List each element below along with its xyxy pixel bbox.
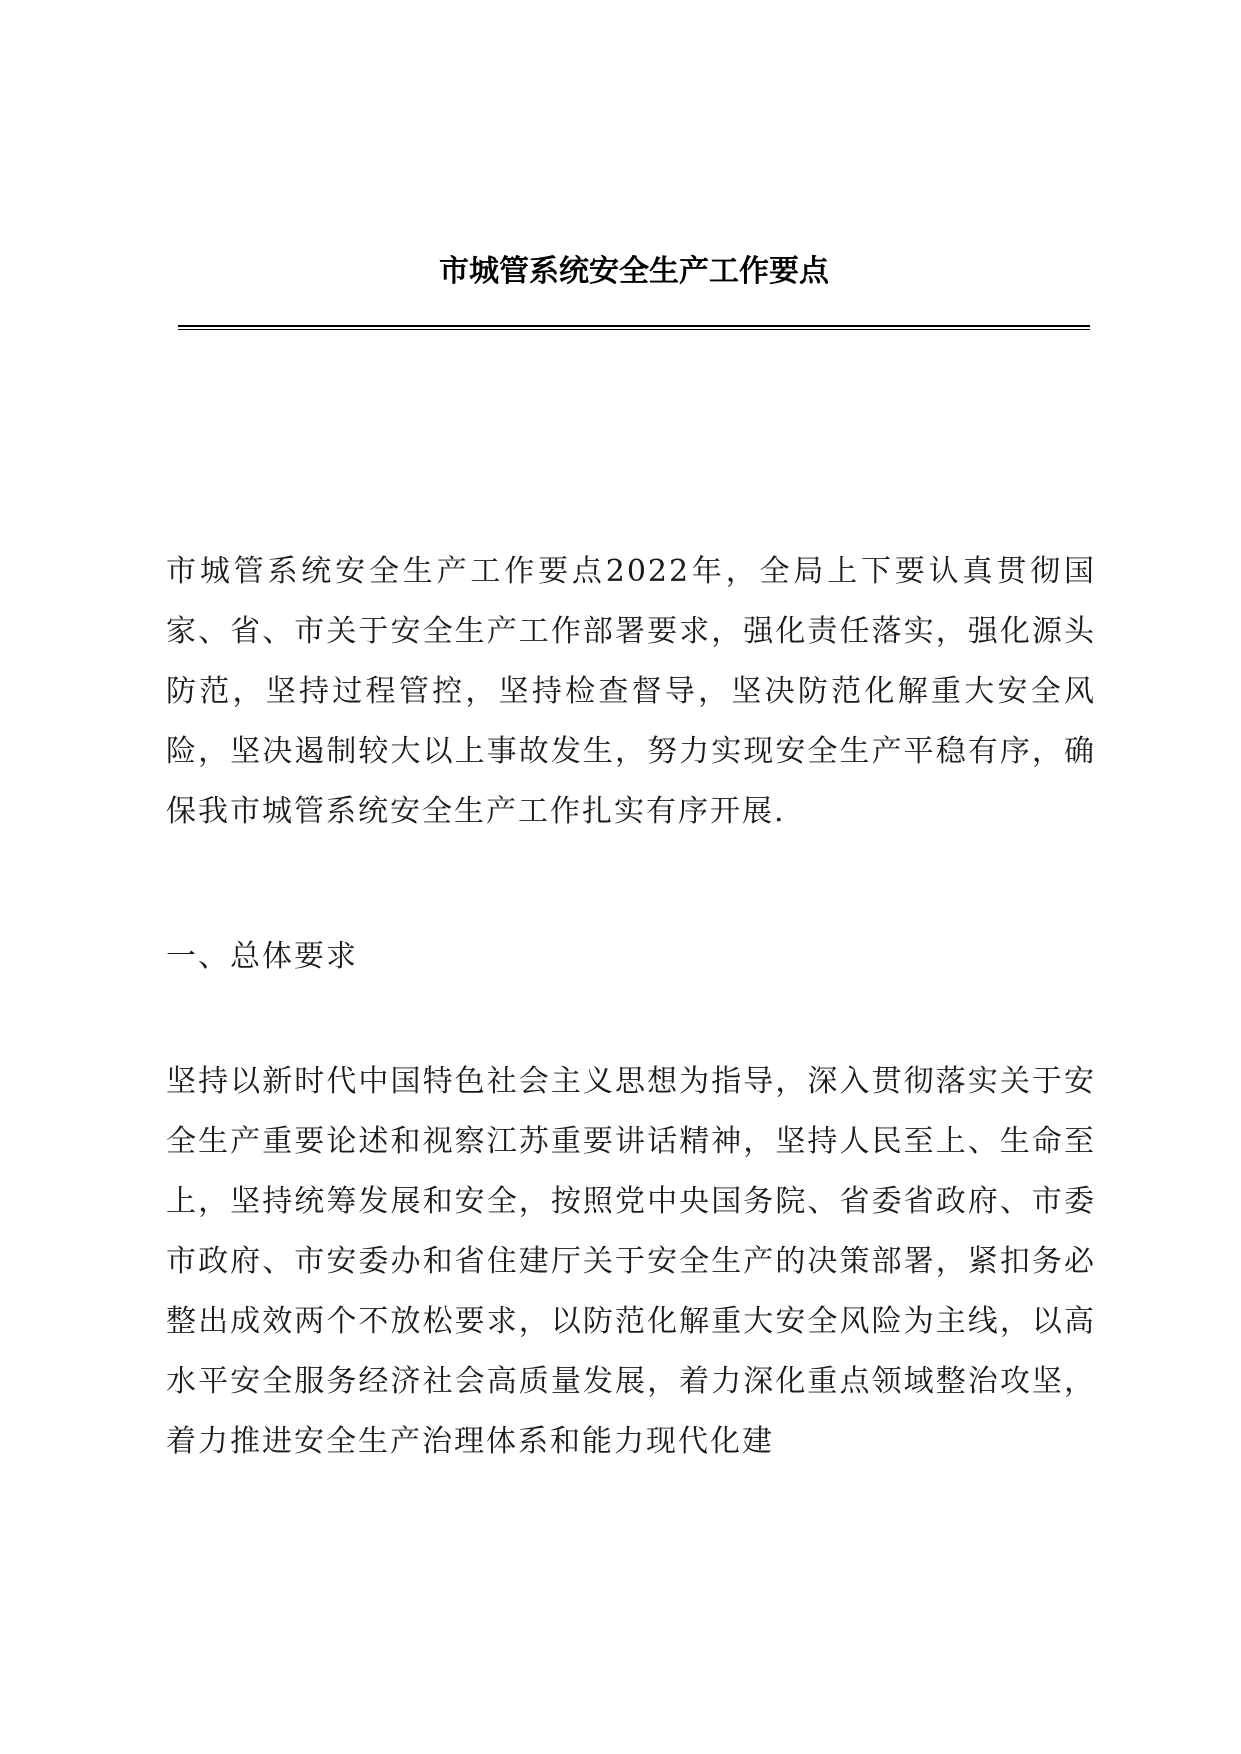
intro-paragraph: 市城管系统安全生产工作要点2022年，全局上下要认真贯彻国家、省、市关于安全生产工作部署要求，强化责任落实，强化源头防范，坚持过程管控，坚持检查督导，坚决防范化解重大安全风险，坚决遏制较大以上事故发生，努力实现安全生产平稳有序，确保我市城管系统安全生产工作扎实有序开展. bbox=[166, 554, 1096, 829]
section-heading: 一、总体要求 bbox=[166, 939, 358, 974]
document-title: 市城管系统安全生产工作要点 bbox=[439, 254, 829, 289]
title-divider bbox=[178, 325, 1090, 330]
section-paragraph: 坚持以新时代中国特色社会主义思想为指导，深入贯彻落实关于安全生产重要论述和视察江苏重要讲话精神，坚持人民至上、生命至上，坚持统筹发展和安全，按照党中央国务院、省委省政府、市委市政府、市安委办和省住建厅关于安全生产的决策部署，紧扣务必整出成效两个不放松要求，以防范化解重大安全风险为主线，以高水平安全服务经济社会高质量发展，着力深化重点领域整治攻坚，着力推进安全生产治理体系和能力现代化建 bbox=[166, 1064, 1096, 1459]
